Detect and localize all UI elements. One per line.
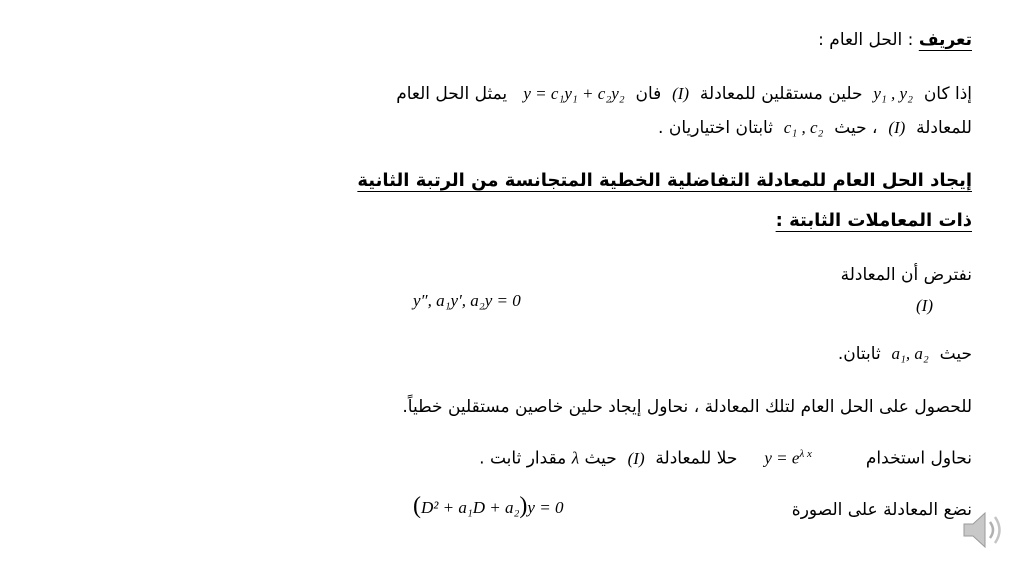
general-solution-formula: y = c₁y₁ + c₂y₂ (523, 84, 625, 103)
equation-ref: (I) (672, 84, 690, 103)
speaker-icon[interactable] (958, 505, 1008, 555)
section-heading-line-2: ذات المعاملات الثابتة : (775, 210, 972, 231)
differential-equation: y″, a₁y′, a₂y = 0 (413, 291, 521, 310)
assume-text: نفترض أن المعادلة (840, 265, 972, 285)
trial-solution-line: نحاول استخدام $y = e^{\lambda x}$ حلا للمعادلة (I) حيث λ مقدار ثابت . (479, 448, 972, 469)
operator-form-text: نضع المعادلة على الصورة (791, 500, 972, 520)
section-heading-line-1: إيجاد الحل العام للمعادلة التفاضلية الخطية المتجانسة من الرتبة الثانية (357, 170, 972, 191)
y1-y2: y₁ , y₂ (873, 84, 913, 103)
exponential-trial: $y = e^{\lambda x}$ (764, 448, 812, 468)
obtain-text: للحصول على الحل العام لتلك المعادلة ، نحاول إيجاد حلين خاصين مستقلين خطياً. (402, 397, 972, 417)
equation-label: (I) (916, 296, 933, 315)
c1-c2: c₁ , c₂ (783, 118, 824, 137)
operator-equation: (D² + a₁D + a₂)y = 0 (413, 493, 564, 519)
definition-title: تعريف : الحل العام : (818, 30, 972, 50)
definition-line-2: للمعادلة (I) ، حيث c₁ , c₂ ثابتان اختياريان . (658, 118, 972, 138)
constants-line: حيث a₁, a₂ ثابتان. (837, 344, 972, 364)
definition-line-1: إذا كان y₁ , y₂ حلين مستقلين للمعادلة (I) فان y = c₁y₁ + c₂y₂ يمثل الحل العام (396, 84, 972, 104)
